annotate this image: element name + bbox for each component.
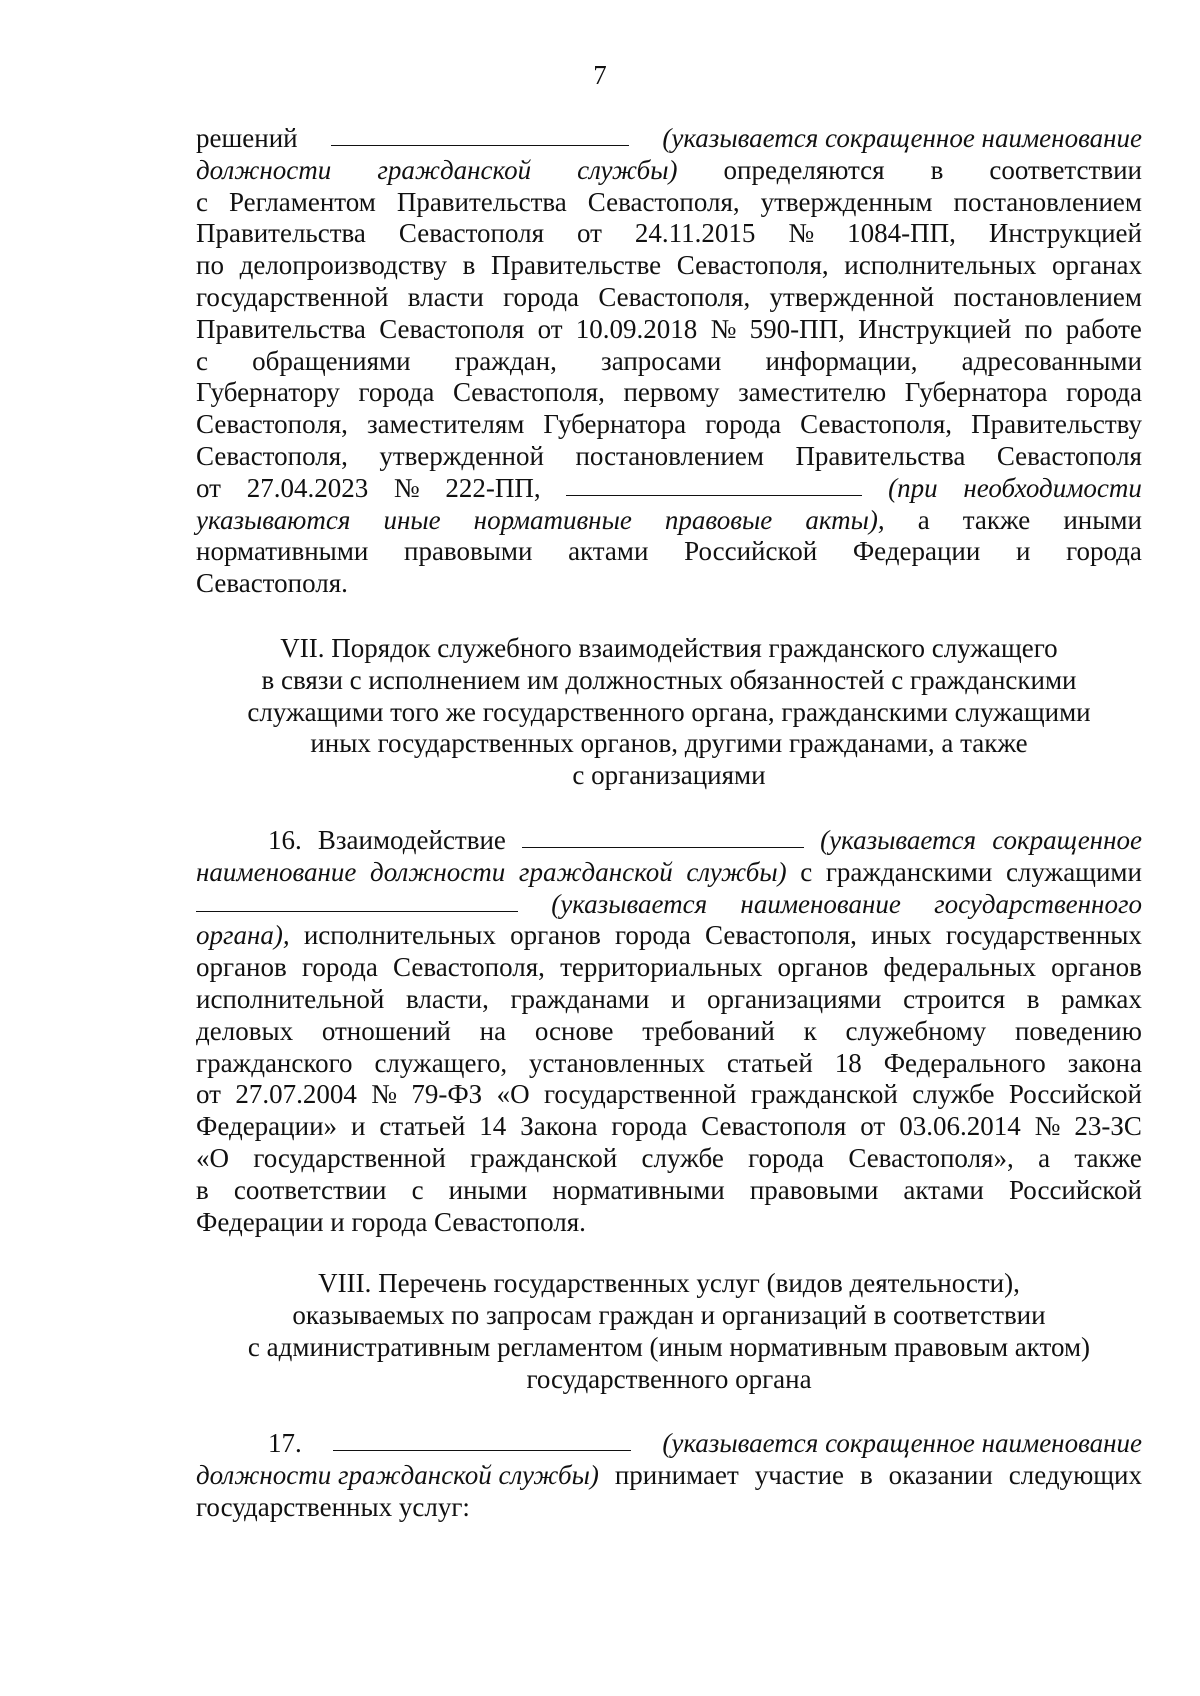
- paragraph-17: [196, 1428, 1142, 1523]
- text-line: 17. (указывается сокращенное наименование: [268, 1428, 1142, 1459]
- heading-line: иных государственных органов, другими гражданами, а также: [310, 728, 1028, 759]
- text-line: в соответствии с иными нормативными правовыми актами Российской: [196, 1174, 1142, 1205]
- text-line: 16. Взаимодействие (указывается сокращенное: [268, 824, 1142, 855]
- heading-line: с административным регламентом (иным нормативным правовым актом): [247, 1331, 1091, 1362]
- text-line: по делопроизводству в Правительстве Севастополя, исполнительных органах: [196, 250, 1142, 281]
- text-line: деловых отношений на основе требований к служебному поведению: [196, 1015, 1142, 1046]
- text-line: Федерации» и статьей 14 Закона города Севастополя от 03.06.2014 № 23-ЗС: [196, 1111, 1142, 1142]
- text-line: с обращениями граждан, запросами информации, адресованными: [196, 345, 1142, 376]
- text-line: исполнительной власти, гражданами и организациями строится в рамках: [196, 983, 1142, 1014]
- text-line: Севастополя.: [196, 568, 348, 599]
- text-line: от 27.07.2004 № 79-ФЗ «О государственной гражданской службе Российской: [196, 1079, 1142, 1110]
- text-line: Севастополя, утвержденной постановлением Правительства Севастополя: [196, 440, 1142, 471]
- heading-line: государственного органа: [526, 1363, 812, 1394]
- text-line: органа), исполнительных органов города Севастополя, иных государственных: [196, 920, 1142, 951]
- text-line: государственной власти города Севастополя, утвержденной постановлением: [196, 281, 1142, 312]
- text-line: Правительства Севастополя от 10.09.2018 № 590-ПП, Инструкцией по работе: [196, 313, 1142, 344]
- text-line: наименование должности гражданской службы) с гражданскими служащими: [196, 856, 1142, 887]
- heading-line: оказываемых по запросам граждан и организаций в соответствии: [292, 1300, 1046, 1331]
- heading-line: VII. Порядок служебного взаимодействия гражданского служащего: [280, 632, 1058, 663]
- section-heading-viii: [196, 1268, 1142, 1395]
- text-line: (указывается наименование государственного: [196, 889, 1142, 921]
- heading-line: служащими того же государственного органа, гражданскими служащими: [247, 696, 1091, 727]
- page-number: 7: [593, 60, 607, 90]
- spacer: [196, 600, 1142, 633]
- text-line: государственных услуг:: [196, 1492, 470, 1523]
- heading-line: VIII. Перечень государственных услуг (видов деятельности),: [318, 1268, 1020, 1299]
- text-line: Севастополя, заместителям Губернатора города Севастополя, Правительству: [196, 409, 1142, 440]
- text-line: с Регламентом Правительства Севастополя, утвержденным постановлением: [196, 186, 1142, 217]
- spacer: [196, 1238, 1142, 1268]
- text-line: нормативными правовыми актами Российской Федерации и города: [196, 536, 1142, 567]
- fill-in-blank: [522, 825, 804, 848]
- text-line: Федерации и города Севастополя.: [196, 1206, 586, 1237]
- text-line: гражданского служащего, установленных статьей 18 Федерального закона: [196, 1047, 1142, 1078]
- spacer: [196, 792, 1142, 825]
- document-body: [196, 123, 1142, 1524]
- text-line: решений (указывается сокращенное наименование: [196, 123, 1142, 153]
- heading-line: в связи с исполнением им должностных обязанностей с гражданскими: [261, 664, 1077, 695]
- paragraph-continuation: [196, 123, 1142, 600]
- text-line: от 27.04.2023 № 222-ПП, (при необходимости: [196, 472, 1142, 503]
- heading-line: с организациями: [572, 760, 766, 791]
- section-heading-vii: [196, 633, 1142, 792]
- text-line: органов города Севастополя, территориальных органов федеральных органов: [196, 952, 1142, 983]
- fill-in-blank: [566, 473, 862, 496]
- text-line: «О государственной гражданской службе города Севастополя», а также: [196, 1142, 1142, 1173]
- paragraph-16: [196, 825, 1142, 1238]
- text-line: Правительства Севастополя от 24.11.2015 № 1084-ПП, Инструкцией: [196, 218, 1142, 249]
- fill-in-blank: [196, 889, 518, 912]
- spacer: [196, 1395, 1142, 1428]
- fill-in-blank: [333, 1428, 631, 1451]
- text-line: должности гражданской службы) принимает участие в оказании следующих: [196, 1460, 1142, 1491]
- text-line: должности гражданской службы) определяются в соответствии: [196, 154, 1142, 185]
- text-line: Губернатору города Севастополя, первому заместителю Губернатора города: [196, 377, 1142, 408]
- fill-in-blank: [331, 123, 629, 146]
- text-line: указываются иные нормативные правовые акты), а также иными: [196, 504, 1142, 535]
